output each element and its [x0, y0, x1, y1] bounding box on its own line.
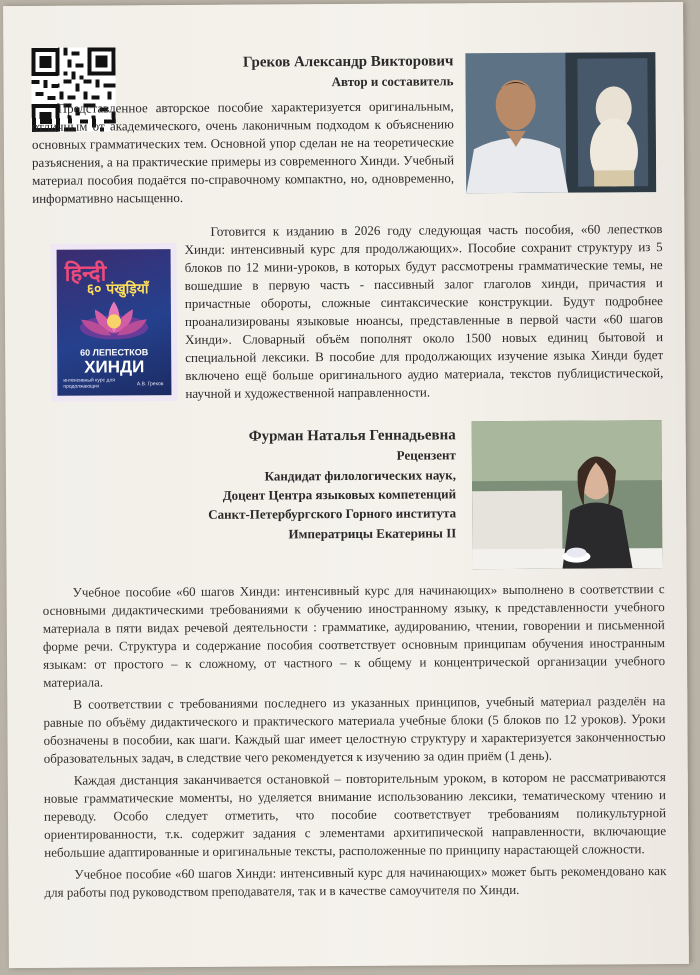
review-text	[43, 580, 667, 906]
review-paragraph: Учебное пособие «60 шагов Хинди: интенсивный курс для начинающих» выполнено в соответствии с основными дидактическими требованиями к обучению иностранному языку, к представленности учебного материала в пяти видах речевой деятельности : грамматике, аудированию, чтении, говорении и письменной форме речи. Структура и содержание пособия соответствует основным принципам обучения иностранным языкам: от простого – к сложному, от частного – к общему и концентрической организации учебного материала.	[42, 581, 666, 690]
next-part-paragraph: Готовится к изданию в 2026 году следующая часть пособия, «60 лепестков Хинди: интенсивный курс для продолжающих». Пособие сохранит структуру из 5 блоков по 12 мини-уроков, в которых будут рассмотрены грамматические темы, не вошедшие в первую часть - пассивный залог глаголов хинди, причастия и причастные обороты, сложные синтаксические конструкции. Будут подробнее проанализированы языковые нюансы, представленные в первой части «60 шагов Хинди». Словарный объём пополнят около 1500 новых единиц бытовой и специальной лексики. В пособие для продолжающих изучение языка Хинди будет включено ещё больше оригинального аудио материала, текстов публицистической, научной и художественной направленности.	[184, 221, 664, 401]
reviewer-name: Фурман Наталья Геннадьевна	[248, 427, 456, 445]
author-name: Греков Александр Викторович	[242, 53, 454, 71]
author-role: Автор и составитель	[331, 73, 454, 90]
reviewer-institute: Санкт-Петербургского Горного института	[208, 505, 457, 522]
review-paragraph: В соответствии с требованиями последнего из указанных принципов, учебный материал разделён на равные по объёму дидактического и практического материала учебные блоки (5 блоков по 12 уроков). Уроки обозначены в пособии, как шаги. Каждый шаг имеет целостную структуру и характеризуется законченностью образовательных задач, в следствие чего рекомендуется к изучению за один приём (1 день).	[43, 693, 666, 766]
book-title-main: ХИНДИ	[84, 357, 145, 377]
book-author: А.В. Греков	[136, 381, 164, 388]
review-paragraph: Учебное пособие «60 шагов Хинди: интенсивный курс для начинающих» может быть рекомендовано как для работы под руководством преподавателя, так и в качестве самоучителя по Хинди.	[44, 863, 667, 900]
page	[3, 2, 689, 968]
reviewer-position: Доцент Центра языковых компетенций	[222, 486, 457, 503]
reviewer-institute-2: Императрицы Екатерины II	[288, 525, 457, 542]
book-hindi-title: हिन्दी	[64, 261, 107, 287]
review-paragraph: Каждая дистанция заканчивается остановкой – повторительным уроком, в котором не рассматриваются новые грамматические моменты, но уделяется внимание использованию лексики, тематическому чтению и переводу. Особо следует отметить, что пособие соответствует требованиям поликультурной ориентированности, т.к. содержит задания с элементами архитипической направленности, включающие небольшие адаптированные и оригинальные тексты, расположенные по принципу нарастающей сложности.	[43, 769, 667, 860]
lotus-icon	[67, 297, 161, 348]
reviewer-degree: Кандидат филологических наук,	[264, 467, 456, 484]
reviewer-photo	[472, 420, 663, 569]
book-hindi-subtitle: ६० पंखुड़ियाँ	[86, 281, 149, 298]
reviewer-role: Рецензент	[396, 447, 456, 463]
book-subtitle: интенсивный курс для продолжающих	[63, 377, 116, 390]
book-title-top: 60 ЛЕПЕСТКОВ	[80, 347, 149, 358]
author-photo	[465, 52, 656, 193]
intro-paragraph: Представленное авторское пособие характеризуется оригинальным, отличным от академического, очень лаконичным подходом к объяснению основных грамматических тем. Основной упор сделан не на теоретические разъяснения, а на практические примеры из современного Хинди. Учебный материал пособия подаётся по-справочному компактно, но, одновременно, информативно насыщенно.	[31, 98, 455, 206]
book-cover	[57, 249, 172, 396]
